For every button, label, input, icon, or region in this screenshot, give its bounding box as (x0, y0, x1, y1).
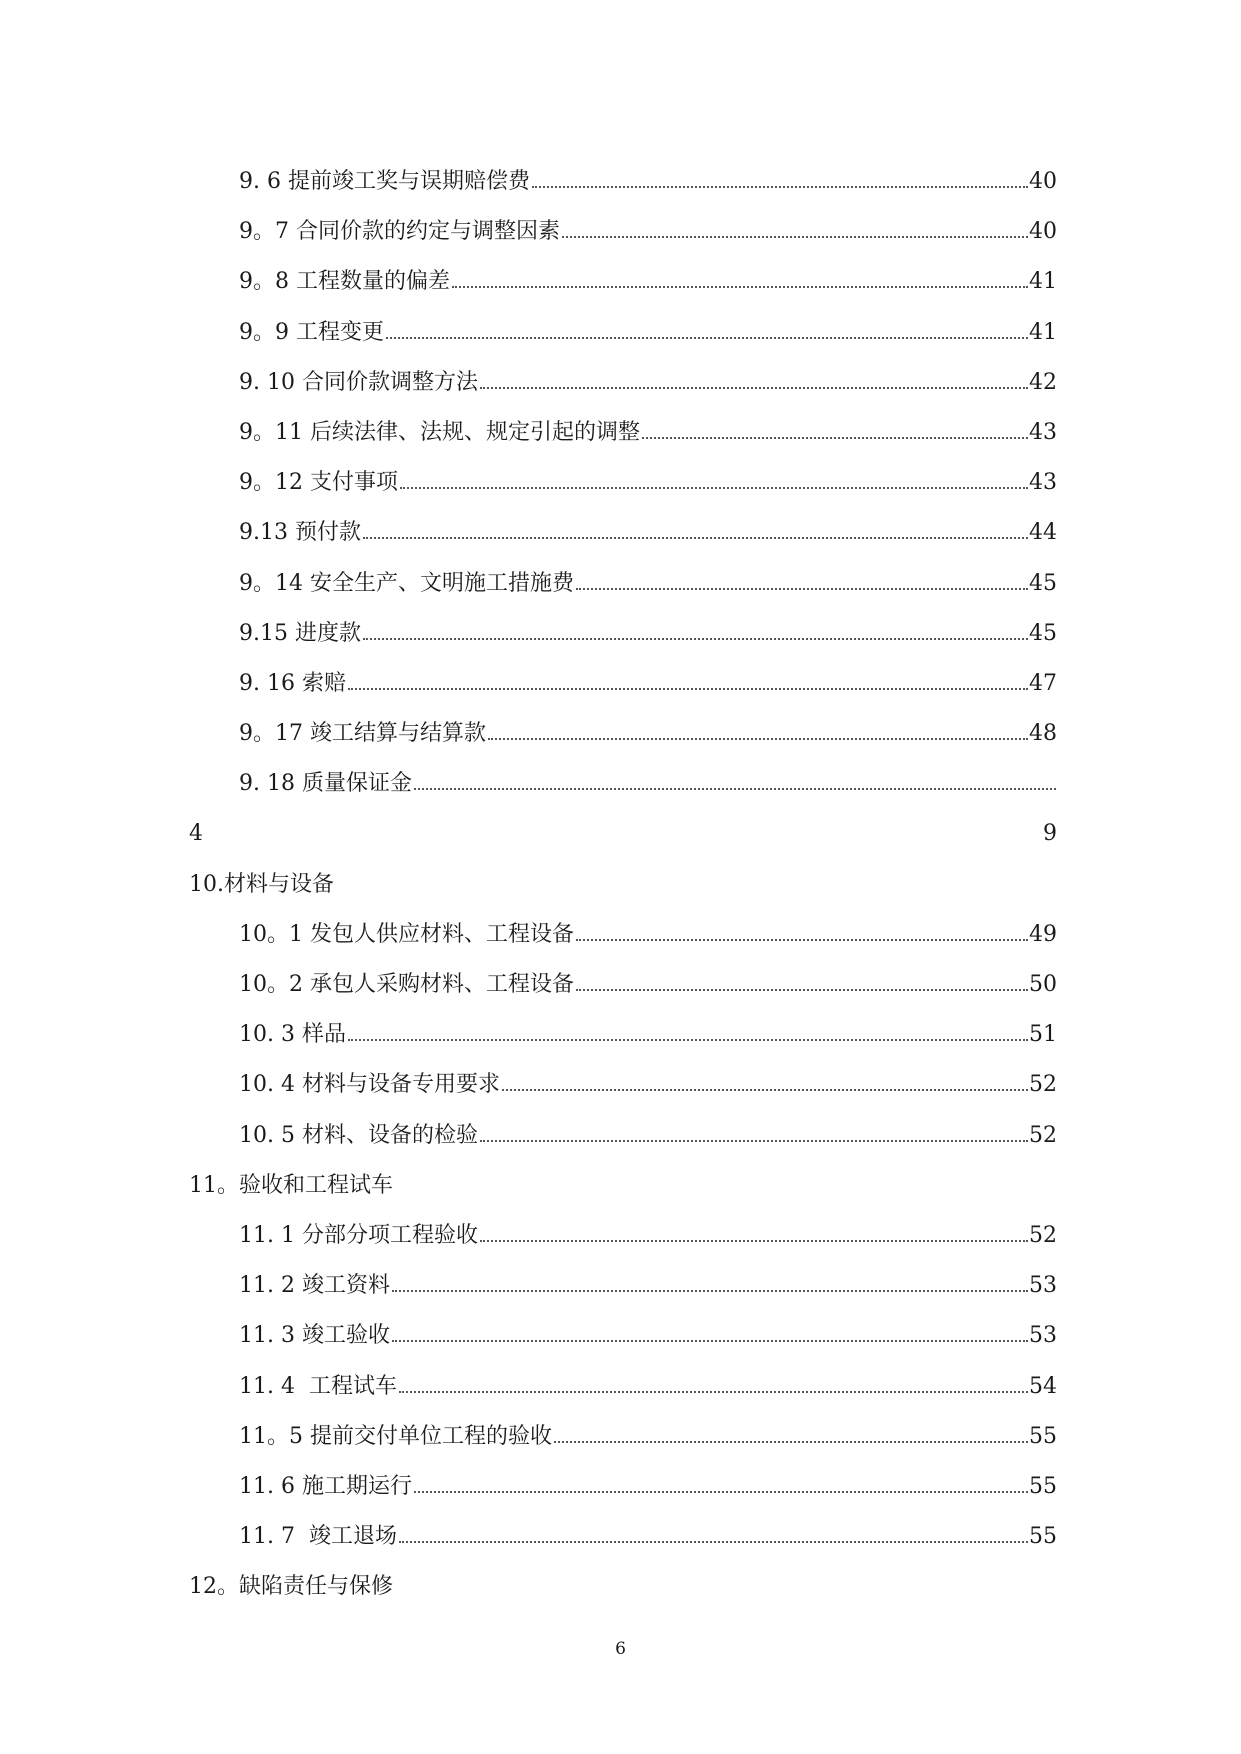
wrapped-page-digit-right: 9 (1043, 821, 1057, 847)
toc-entry-label: 10. 5 材料、设备的检验 (239, 1122, 478, 1148)
toc-entry (239, 960, 1057, 1010)
toc-entry-label: 11。5 提前交付单位工程的验收 (239, 1423, 552, 1449)
toc-entry (239, 207, 1057, 257)
toc-entry-label: 10. 3 样品 (239, 1022, 346, 1048)
toc-entry-page: 53 (1029, 1323, 1057, 1349)
toc-entry-label: 9. 18 质量保证金 (239, 771, 412, 797)
dot-leader (386, 337, 1028, 339)
toc-entry-label: 9.15 进度款 (239, 620, 361, 646)
toc-entry-page: 40 (1029, 169, 1057, 194)
toc-entry-page: 41 (1029, 269, 1057, 295)
toc-entry-page: 52 (1029, 1122, 1057, 1148)
toc-entry (239, 1462, 1057, 1512)
dot-leader (576, 588, 1028, 590)
toc-entry-label: 11. 4 工程试车 (239, 1373, 397, 1399)
dot-leader (642, 437, 1028, 439)
toc-entry-page: 54 (1029, 1373, 1057, 1399)
toc-entry-label: 9. 16 索赔 (239, 670, 346, 696)
toc-wrapped-page-number (189, 809, 1057, 859)
toc-entry-label: 9. 10 合同价款调整方法 (239, 369, 478, 395)
toc-entry-label: 11. 1 分部分项工程验收 (239, 1222, 478, 1248)
dot-leader (392, 1340, 1028, 1342)
dot-leader (399, 1391, 1028, 1393)
toc-entry (239, 609, 1057, 659)
toc-entry (239, 559, 1057, 609)
toc-entry-label: 11. 7 竣工退场 (239, 1524, 397, 1550)
toc-entry-page: 43 (1029, 470, 1057, 496)
toc-entry-page: 45 (1029, 620, 1057, 646)
toc-entry-page: 50 (1029, 972, 1057, 997)
dot-leader (414, 1491, 1028, 1493)
toc-entry-page: 47 (1029, 670, 1057, 696)
toc-entry (239, 709, 1057, 759)
toc-entry-page: 44 (1029, 520, 1057, 546)
dot-leader (348, 688, 1028, 690)
toc-entry-page: 49 (1029, 921, 1057, 947)
toc-entry (239, 1111, 1057, 1161)
toc-entry (239, 308, 1057, 358)
toc-entry-label: 11. 6 施工期运行 (239, 1473, 412, 1499)
dot-leader (480, 1140, 1028, 1142)
toc-entry (239, 458, 1057, 508)
toc-entry (239, 1060, 1057, 1110)
toc-entry (239, 759, 1057, 809)
toc-entry-label: 11. 3 竣工验收 (239, 1323, 390, 1349)
toc-entry-page: 55 (1029, 1524, 1057, 1550)
toc-entry-label: 9。12 支付事项 (239, 470, 398, 496)
dot-leader (348, 1039, 1028, 1041)
toc-entry-page: 41 (1029, 319, 1057, 345)
toc-entry (239, 1211, 1057, 1261)
dot-leader (562, 236, 1028, 238)
toc-entry-label: 10. 4 材料与设备专用要求 (239, 1072, 500, 1098)
table-of-contents (0, 157, 1241, 1612)
toc-chapter-label: 12。缺陷责任与保修 (189, 1574, 393, 1600)
toc-entry-label: 9。7 合同价款的约定与调整因素 (239, 219, 560, 245)
toc-entry (239, 157, 1057, 207)
dot-leader (480, 387, 1028, 389)
toc-entry-page: 48 (1029, 721, 1057, 747)
toc-entry (239, 1412, 1057, 1462)
dot-leader (576, 989, 1028, 991)
toc-entry-label: 9. 6 提前竣工奖与误期赔偿费 (239, 169, 530, 194)
toc-chapter-label: 10.材料与设备 (189, 871, 334, 897)
toc-chapter-heading (189, 1161, 1057, 1211)
dot-leader (554, 1441, 1028, 1443)
toc-entry-page: 52 (1029, 1222, 1057, 1248)
toc-entry-label: 10。2 承包人采购材料、工程设备 (239, 972, 574, 997)
toc-entry-page: 40 (1029, 219, 1057, 245)
toc-entry-label: 9。11 后续法律、法规、规定引起的调整 (239, 419, 640, 445)
dot-leader (414, 788, 1056, 790)
toc-entry (239, 408, 1057, 458)
toc-entry-label: 9。17 竣工结算与结算款 (239, 721, 486, 747)
toc-entry-page: 52 (1029, 1072, 1057, 1098)
toc-entry (239, 257, 1057, 307)
dot-leader (452, 286, 1028, 288)
dot-leader (488, 738, 1028, 740)
toc-entry (239, 508, 1057, 558)
page-number: 6 (615, 1639, 626, 1659)
dot-leader (576, 939, 1028, 941)
toc-entry-label: 10。1 发包人供应材料、工程设备 (239, 921, 574, 947)
toc-entry-page: 42 (1029, 369, 1057, 395)
toc-entry-label: 9。9 工程变更 (239, 319, 384, 345)
dot-leader (502, 1089, 1028, 1091)
toc-entry (239, 1261, 1057, 1311)
dot-leader (399, 1541, 1028, 1543)
toc-entry-page: 45 (1029, 570, 1057, 596)
toc-entry-label: 11. 2 竣工资料 (239, 1273, 390, 1299)
toc-entry-label: 9。14 安全生产、文明施工措施费 (239, 570, 574, 596)
toc-entry (239, 1010, 1057, 1060)
toc-chapter-heading (189, 1562, 1057, 1612)
toc-entry-page: 51 (1029, 1022, 1057, 1048)
toc-entry (239, 659, 1057, 709)
toc-chapter-label: 11。验收和工程试车 (189, 1172, 393, 1198)
toc-entry-page: 53 (1029, 1273, 1057, 1299)
dot-leader (392, 1290, 1028, 1292)
toc-entry (239, 1512, 1057, 1562)
toc-entry-page: 55 (1029, 1473, 1057, 1499)
dot-leader (400, 487, 1028, 489)
dot-leader (363, 638, 1028, 640)
wrapped-page-digit-left: 4 (189, 821, 203, 847)
dot-leader (363, 537, 1028, 539)
toc-entry-page: 55 (1029, 1423, 1057, 1449)
toc-entry-label: 9。8 工程数量的偏差 (239, 269, 450, 295)
toc-chapter-heading (189, 860, 1057, 910)
toc-entry (239, 1311, 1057, 1361)
dot-leader (532, 186, 1028, 188)
toc-entry (239, 910, 1057, 960)
toc-entry (239, 1362, 1057, 1412)
dot-leader (480, 1240, 1028, 1242)
toc-entry-label: 9.13 预付款 (239, 520, 361, 546)
toc-entry-page: 43 (1029, 419, 1057, 445)
toc-entry (239, 358, 1057, 408)
